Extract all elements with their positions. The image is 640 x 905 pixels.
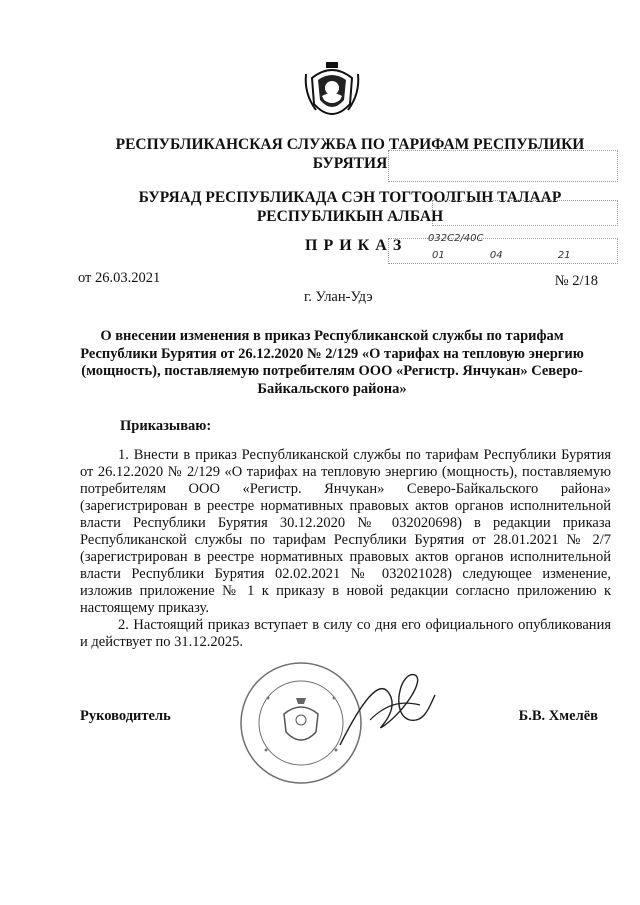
reg-month: 04	[489, 250, 503, 261]
org-name-ru-line2: БУРЯТИЯ	[312, 155, 388, 172]
registration-number-handwritten: 032С2/40С	[428, 233, 484, 244]
reg-day: 01	[432, 250, 445, 261]
org-name-bua-line2: РЕСПУБЛИКЫН АЛБАН	[256, 208, 444, 225]
coat-of-arms-emblem	[300, 60, 364, 128]
paragraph-1: 1. Внести в приказ Республиканской службы по тарифам Республики Бурятия от 26.12.2020 № 2/129 «О тарифах на тепловую энергию (мощность), поставляемую потребителям ООО «Регистр. Янчукан» Северо-Байкальского района» (зарегистрирован в реестре нормативных правовых актов органов исполнительной власти Республики Бурятия 30.12.2020 № 032020698) в редакции приказа Республиканской службы по тарифам Республики Бурятия от 28.01.2021 № 2/7 (зарегистрирован в реестре нормативных правовых актов органов исполнительной власти Республики Бурятия 02.02.2021 № 032021028) следующее изменение, изложив приложение № 1 к приказу в новой редакции согласно приложению к настоящему приказу.	[80, 447, 611, 616]
registration-stamp-box-mid	[432, 200, 618, 226]
title-line: (мощность), поставляемую потребителям ООО «Регистр. Янчукан» Северо-	[81, 363, 583, 379]
org-name-ru-line1: РЕСПУБЛИКАНСКАЯ СЛУЖБА ПО ТАРИФАМ РЕСПУБЛИКИ	[115, 136, 585, 153]
handwritten-signature	[330, 665, 440, 755]
registration-date-handwritten	[418, 250, 598, 261]
order-body	[80, 447, 611, 651]
org-name-bua-line1: БУРЯАД РЕСПУБЛИКАДА СЭН ТОГТООЛГЫН ТАЛААР	[138, 189, 562, 206]
title-line: Республики Бурятия от 26.12.2020 № 2/129 «О тарифах на тепловую энергию	[80, 345, 584, 362]
reg-year: 21	[557, 250, 571, 261]
order-title	[62, 328, 602, 398]
signature-name: Б.В. Хмелёв	[518, 708, 598, 724]
signature-role: Руководитель	[80, 708, 171, 724]
title-line: О внесении изменения в приказ Республиканской службы по тарифам	[100, 328, 564, 344]
order-number: № 2/18	[554, 273, 598, 289]
registration-stamp-box-top	[388, 150, 618, 182]
order-verb: Приказываю:	[120, 418, 212, 434]
order-city: г. Улан-Удэ	[304, 289, 373, 305]
paragraph-2: 2. Настоящий приказ вступает в силу со дня его официального опубликования и действует по 31.12.2025.	[80, 617, 611, 650]
title-line: Байкальского района»	[257, 380, 407, 397]
doc-type-title: П Р И К А З	[305, 237, 403, 254]
order-date: от 26.03.2021	[78, 270, 161, 286]
